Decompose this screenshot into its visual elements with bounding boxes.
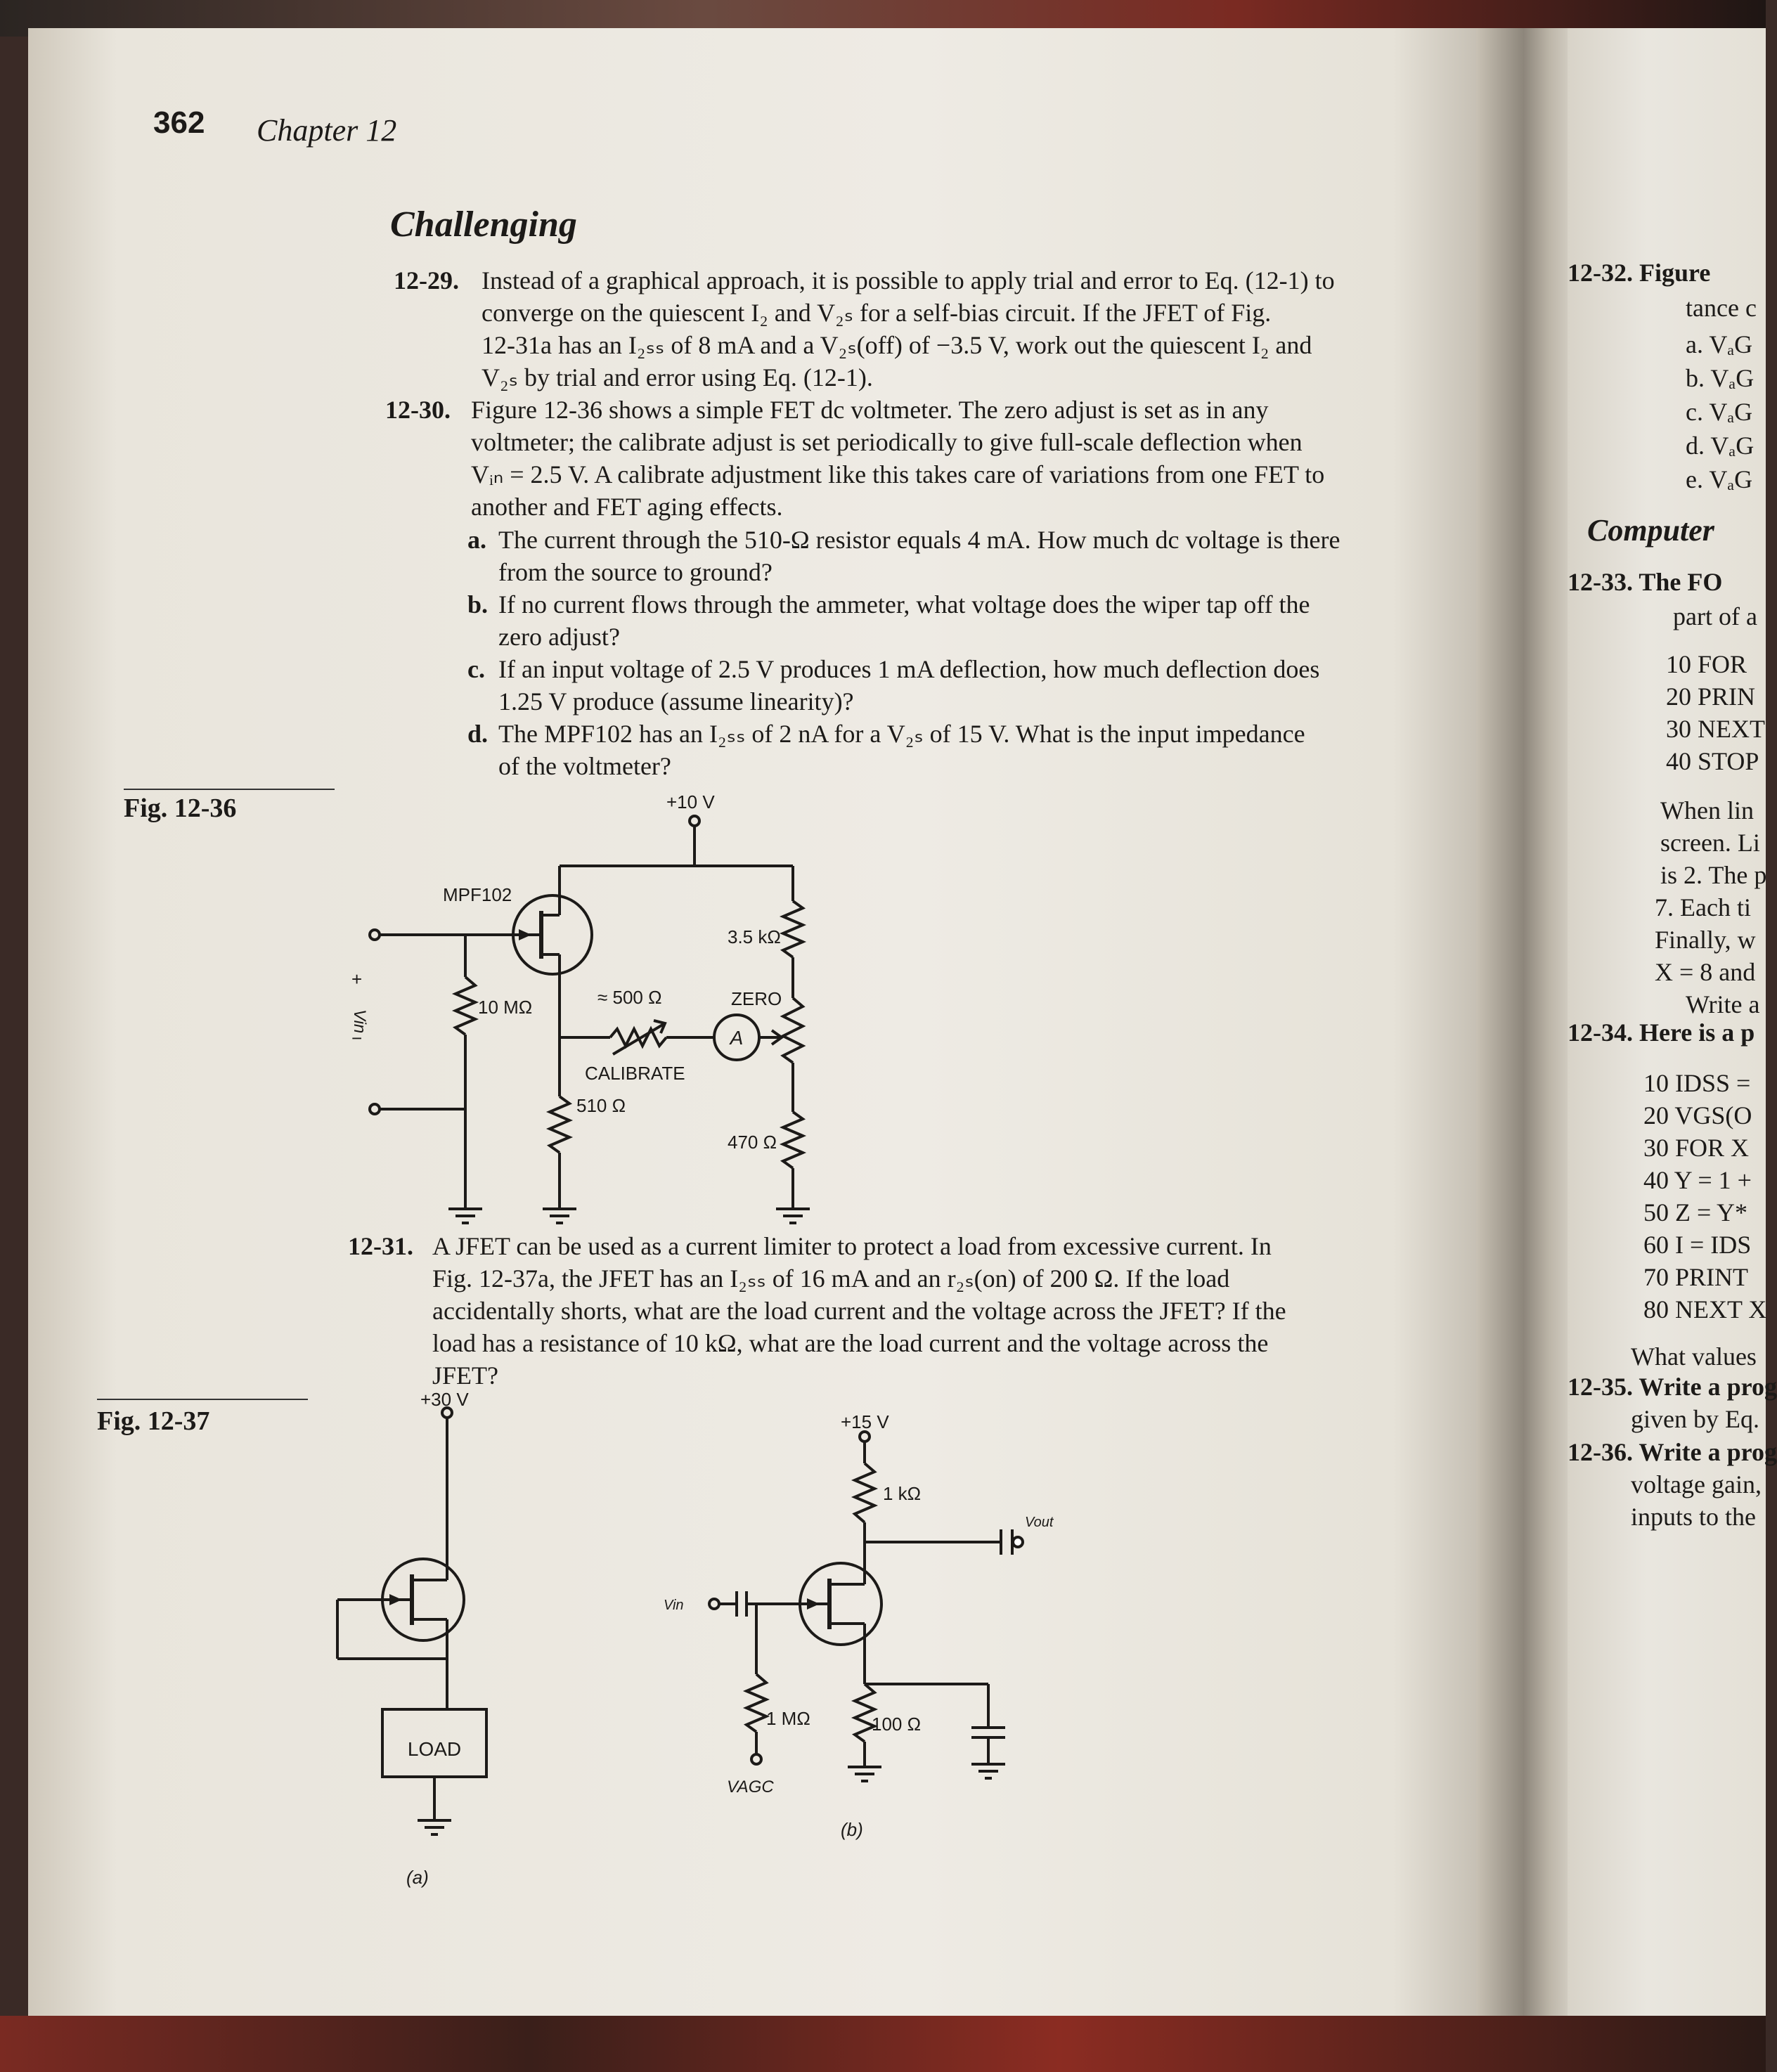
text-line: accidentally shorts, what are the load current and the voltage across the JFET? If the bbox=[432, 1297, 1286, 1325]
right-page-line: e. VₐG bbox=[1686, 465, 1753, 493]
right-page-line: 12-34. Here is a p bbox=[1568, 1018, 1755, 1047]
right-page-line: What values bbox=[1631, 1342, 1757, 1371]
book-edge-bottom bbox=[0, 2016, 1766, 2072]
fig-12-37-label: Fig. 12-37 bbox=[97, 1406, 210, 1436]
problem-12-30-text bbox=[471, 394, 1324, 523]
fig36-transistor: MPF102 bbox=[443, 884, 512, 905]
fig37a-load: LOAD bbox=[407, 1738, 462, 1760]
right-page-line: 20 VGS(O bbox=[1643, 1101, 1752, 1129]
fig37b-vin: Vin bbox=[664, 1598, 684, 1613]
right-page-line: 80 NEXT X bbox=[1643, 1295, 1767, 1323]
right-page-line: tance c bbox=[1686, 294, 1757, 322]
fig-rule bbox=[97, 1399, 308, 1400]
book-gutter bbox=[1476, 28, 1582, 2024]
fig36-zero: ZERO bbox=[731, 988, 782, 1009]
right-page-line: When lin bbox=[1660, 796, 1754, 824]
text-line: JFET? bbox=[432, 1361, 498, 1390]
text-line: converge on the quiescent I₂ and V₂ₛ for a self-bias circuit. If the JFET of Fig. bbox=[482, 299, 1272, 327]
fig37b-vagc: VAGC bbox=[727, 1778, 774, 1796]
right-page-line: 20 PRIN bbox=[1666, 682, 1756, 711]
fig36-r-cal: ≈ 500 Ω bbox=[597, 987, 662, 1008]
right-page-line: 40 STOP bbox=[1666, 747, 1759, 775]
right-page-line: 60 I = IDS bbox=[1643, 1231, 1752, 1259]
right-page bbox=[1568, 28, 1777, 2024]
fig-12-36-label: Fig. 12-36 bbox=[124, 794, 237, 823]
fig36-supply: +10 V bbox=[666, 791, 715, 812]
fig36-vin: Vin bbox=[350, 1009, 369, 1034]
problem-12-30-number: 12-30. bbox=[385, 396, 451, 424]
right-page-line: part of a bbox=[1673, 602, 1757, 630]
right-page-line: X = 8 and bbox=[1655, 958, 1756, 986]
fig-12-36-circuit bbox=[337, 780, 844, 1237]
right-page-line: 12-36. Write a prog bbox=[1568, 1438, 1777, 1466]
right-page-line: 30 NEXT bbox=[1666, 715, 1765, 743]
text-line: Instead of a graphical approach, it is possible to apply trial and error to Eq. (12-1) to bbox=[482, 266, 1335, 294]
right-page-line: 30 FOR X bbox=[1643, 1134, 1750, 1162]
fig36-r-bottom: 470 Ω bbox=[728, 1132, 777, 1153]
text-line: Vᵢₙ = 2.5 V. A calibrate adjustment like this takes care of variations from one FET to bbox=[471, 460, 1325, 488]
part-d: d. The MPF102 has an I₂ₛₛ of 2 nA for a V₂ₛ of 15 V. What is the input impedance of the voltmeter? bbox=[467, 720, 1305, 780]
fig37b-r-source: 100 Ω bbox=[872, 1714, 922, 1735]
fig36-calibrate: CALIBRATE bbox=[585, 1063, 685, 1084]
text-line: A JFET can be used as a current limiter to protect a load from excessive current. In bbox=[432, 1232, 1272, 1260]
part-a: a. The current through the 510-Ω resistor equals 4 mA. How much dc voltage is there from the source to ground? bbox=[467, 526, 1340, 586]
fig36-r-gate: 10 MΩ bbox=[478, 997, 533, 1018]
problem-12-31-text bbox=[432, 1230, 1286, 1392]
right-page-line: 70 PRINT bbox=[1643, 1263, 1749, 1291]
right-page-line: given by Eq. bbox=[1631, 1405, 1759, 1433]
fig37b-r-drain: 1 kΩ bbox=[883, 1483, 922, 1504]
fig37b-caption: (b) bbox=[841, 1819, 863, 1840]
fig37b-vout: Vout bbox=[1025, 1515, 1054, 1530]
fig37b-supply: +15 V bbox=[841, 1411, 889, 1432]
fig37a-supply: +30 V bbox=[420, 1389, 469, 1410]
chapter-title: Chapter 12 bbox=[257, 113, 397, 148]
problem-12-31-number: 12-31. bbox=[348, 1232, 413, 1260]
problem-12-29-text bbox=[482, 264, 1335, 394]
part-c: c. If an input voltage of 2.5 V produces 1 mA deflection, how much deflection does 1.25 V produce (assume linearity)? bbox=[467, 655, 1320, 716]
right-page-line: 50 Z = Y* bbox=[1643, 1198, 1747, 1226]
problem-12-29-number: 12-29. bbox=[394, 266, 459, 294]
right-page-line: Computer bbox=[1587, 513, 1714, 548]
right-page-line: b. VₐG bbox=[1686, 364, 1755, 392]
fig-rule bbox=[124, 789, 335, 790]
right-page-line: d. VₐG bbox=[1686, 432, 1755, 460]
problem-12-30-parts bbox=[467, 524, 1340, 782]
fig36-vin-plus: + bbox=[351, 969, 363, 990]
right-page-line: 12-33. The FO bbox=[1568, 568, 1723, 596]
fig36-meter: A bbox=[730, 1027, 744, 1049]
fig-12-37-circuit bbox=[323, 1389, 1054, 1926]
fig36-r-source: 510 Ω bbox=[576, 1095, 626, 1116]
right-page-line: 7. Each ti bbox=[1655, 893, 1751, 921]
part-b: b. If no current flows through the ammeter, what voltage does the wiper tap off the zero adjust? bbox=[467, 590, 1310, 651]
text-line: voltmeter; the calibrate adjust is set periodically to give full-scale deflection when bbox=[471, 428, 1303, 456]
right-page-line: voltage gain, bbox=[1631, 1470, 1762, 1498]
text-line: Figure 12-36 shows a simple FET dc voltmeter. The zero adjust is set as in any bbox=[471, 396, 1269, 424]
right-page-line: inputs to the bbox=[1631, 1503, 1756, 1531]
right-page-line: c. VₐG bbox=[1686, 398, 1753, 426]
text-line: another and FET aging effects. bbox=[471, 493, 783, 521]
fig37b-r-gate: 1 MΩ bbox=[766, 1708, 810, 1729]
right-page-line: a. VₐG bbox=[1686, 330, 1753, 358]
page-number: 362 bbox=[153, 105, 205, 140]
right-page-line: 40 Y = 1 + bbox=[1643, 1166, 1752, 1194]
fig36-r-drain: 3.5 kΩ bbox=[728, 926, 781, 947]
text-line: 12-31a has an I₂ₛₛ of 8 mA and a V₂ₛ(off) of −3.5 V, work out the quiescent I₂ and bbox=[482, 331, 1312, 359]
right-page-line: 10 IDSS = bbox=[1643, 1069, 1751, 1097]
right-page-line: Finally, w bbox=[1655, 926, 1756, 954]
right-page-line: 12-35. Write a prog bbox=[1568, 1373, 1777, 1401]
right-page-line: Write a bbox=[1686, 990, 1760, 1018]
section-title: Challenging bbox=[390, 205, 577, 245]
right-page-line: is 2. The p bbox=[1660, 861, 1767, 889]
fig37a-caption: (a) bbox=[406, 1867, 429, 1888]
right-page-line: screen. Li bbox=[1660, 829, 1760, 857]
right-page-line: 12-32. Figure bbox=[1568, 259, 1711, 287]
text-line: Fig. 12-37a, the JFET has an I₂ₛₛ of 16 mA and an r₂ₛ(on) of 200 Ω. If the load bbox=[432, 1264, 1230, 1293]
text-line: V₂ₛ by trial and error using Eq. (12-1). bbox=[482, 363, 873, 391]
right-page-line: 10 FOR bbox=[1666, 650, 1747, 678]
fig36-vin-minus: − bbox=[351, 1028, 363, 1049]
text-line: load has a resistance of 10 kΩ, what are the load current and the voltage across the bbox=[432, 1329, 1269, 1357]
